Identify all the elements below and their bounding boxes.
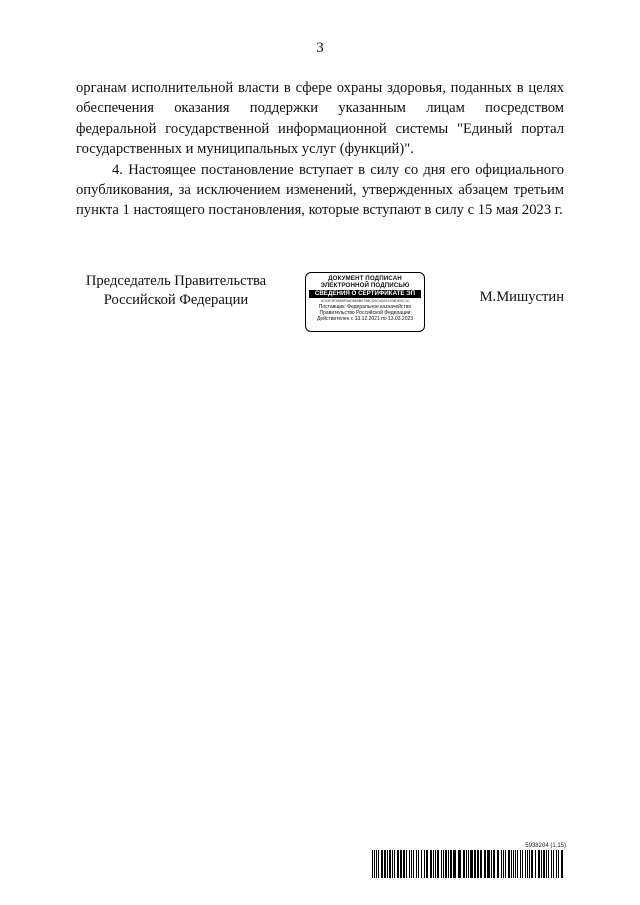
stamp-title [306,275,424,289]
stamp-title-line1: ДОКУМЕНТ ПОДПИСАН [328,275,402,282]
stamp-owner: Правительство Российской Федерации [319,310,411,316]
barcode-icon [372,850,566,878]
signer-name: М.Мишустин [479,289,564,305]
stamp-certificate-band: СВЕДЕНИЯ О СЕРТИФИКАТЕ ЭП [309,290,421,298]
barcode-block [372,842,566,878]
signatory-position-line1: Председатель Правительства [85,273,267,289]
signatory-position-line2: Российской Федерации [103,292,249,308]
signatory-position [76,272,276,310]
stamp-provider: Поставщик: Федеральное казначейство [318,304,412,310]
paragraph-continuation: органам исполнительной власти в сфере охраны здоровья, поданных в целях обеспечения оказания поддержки указанным лицам посредством федеральной государственной информационной системы "Единый портал государственных и муниципальных услуг (функций)". [76,80,564,158]
body-text [76,78,564,221]
page-number: 3 [316,40,324,56]
stamp-serial: 3C03F3E9685F0AD660B0798CD9CA5291208DE5C1C [320,299,410,303]
paragraph-effective-date: 4. Настоящее постановление вступает в силу со дня его официального опубликования, за исключением изменений, утвержденных абзацем третьим пункта 1 настоящего постановления, которые вступают в силу с 15 мая 2023 г. [76,161,564,219]
barcode-caption: 5938204 (1.15) [525,843,566,849]
electronic-signature-stamp [305,272,425,332]
stamp-title-line2: ЭЛЕКТРОННОЙ ПОДПИСЬЮ [320,282,410,289]
stamp-validity: Действителен с 13.12.2021 по 13.03.2023 [316,316,414,322]
